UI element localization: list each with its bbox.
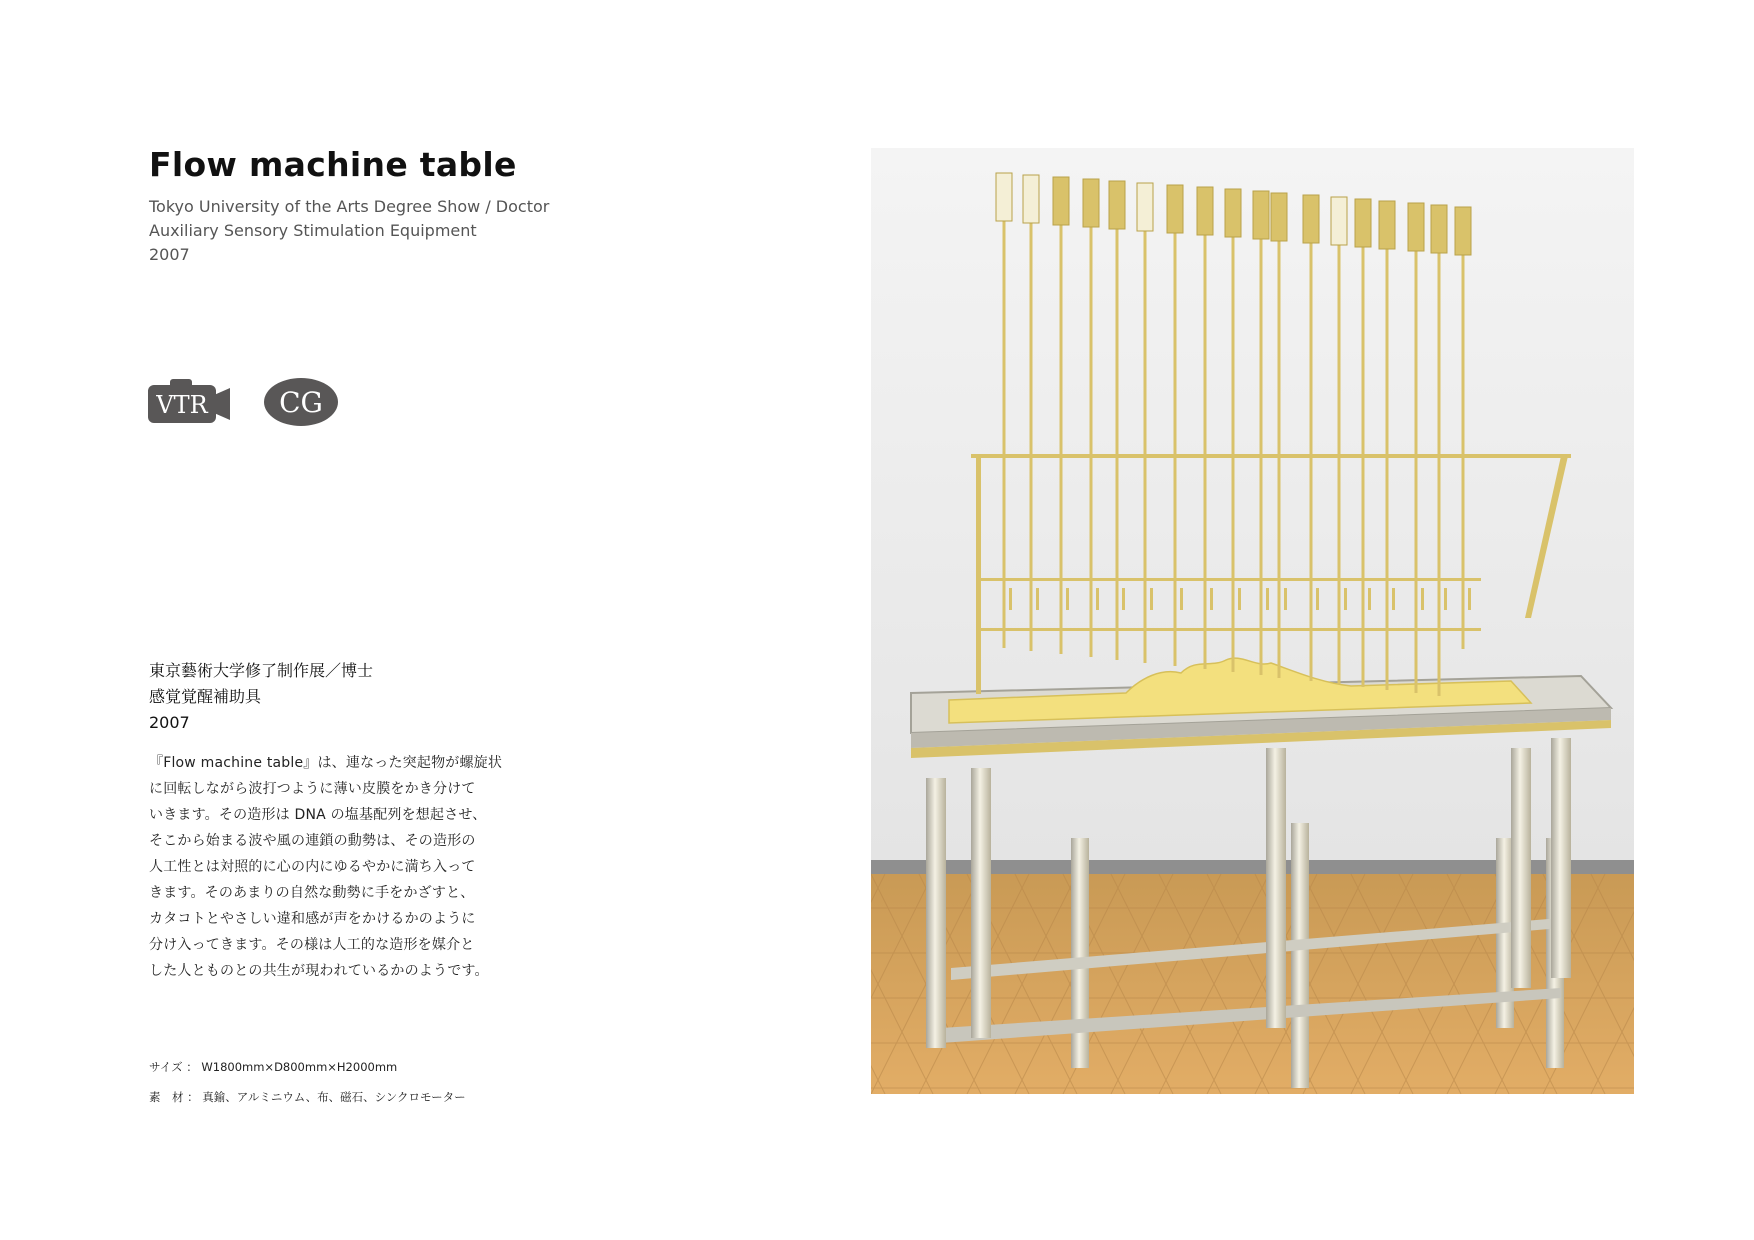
subtitle-line-year: 2007 (149, 245, 190, 264)
description-line: に回転しながら波打つように薄い皮膜をかき分けて (149, 781, 476, 797)
description-line: 『Flow machine table』は、連なった突起物が螺旋状 (149, 755, 503, 771)
description-line: カタコトとやさしい違和感が声をかけるかのように (149, 911, 476, 927)
description-line: きます。そのあまりの自然な動勢に手をかざすと、 (149, 885, 475, 901)
page-title: Flow machine table (149, 145, 517, 184)
artwork-illustration (871, 148, 1634, 1094)
description-line: いきます。その造形は DNA の塩基配列を想起させ、 (149, 807, 487, 823)
vtr-badge-label: VTR (156, 391, 208, 419)
cg-badge-label: CG (279, 386, 323, 419)
cg-badge[interactable] (263, 377, 339, 427)
description-line: した人とものとの共生が現われているかのようです。 (149, 963, 489, 979)
media-badges (148, 377, 348, 427)
description-line: 人工性とは対照的に心の内にゆるやかに満ち入って (149, 859, 476, 875)
jp-heading-year: 2007 (149, 713, 190, 732)
subtitle-line-event: Tokyo University of the Arts Degree Show / Doctor (149, 197, 550, 216)
description-line: そこから始まる波や風の連鎖の動勢は、その造形の (149, 833, 476, 849)
jp-description (149, 750, 509, 984)
spec-material: 素 材 ： 真鍮、アルミニウム、布、磁石、シンクロモーター (149, 1090, 466, 1104)
jp-heading-title: 感覚覚醒補助具 (149, 687, 262, 706)
jp-heading-block (149, 658, 373, 736)
subtitle-block (149, 195, 549, 267)
spec-size: サイズ ： W1800mm×D800mm×H2000mm (149, 1060, 398, 1074)
specs-block (149, 1052, 466, 1112)
subtitle-line-category: Auxiliary Sensory Stimulation Equipment (149, 221, 477, 240)
artwork-photo (871, 148, 1634, 1094)
description-line: 分け入ってきます。その様は人工的な造形を媒介と (149, 937, 475, 953)
vtr-badge[interactable] (148, 377, 232, 427)
jp-heading-event: 東京藝術大学修了制作展／博士 (149, 661, 374, 680)
